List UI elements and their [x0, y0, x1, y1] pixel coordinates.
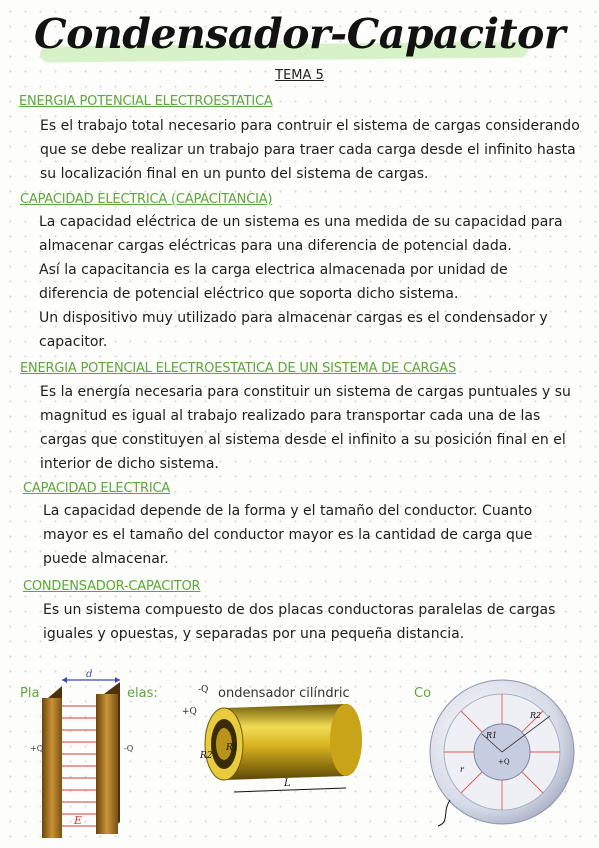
figure-label-plates-right: elas: [127, 686, 158, 701]
section-text-energia-sistema-cargas [40, 380, 588, 476]
radius-variable-label: r [460, 765, 464, 774]
positive-charge-label: +Q [30, 744, 44, 753]
paragraph: Es un sistema compuesto de dos placas conductoras paralelas de cargas iguales y opuestas, y separadas por una pequeña distancia. [43, 602, 556, 642]
paragraph: Así la capacitancia es la carga electrica almacenada por unidad de diferencia de potencial eléctrico que soporta dicho sistema. [39, 262, 508, 302]
paragraph: La capacidad depende de la forma y el tamaño del conductor. Cuanto mayor es el tamaño del conductor mayor es la cantidad de carga que puede almacenar. [43, 503, 533, 567]
arrow-head [62, 677, 67, 683]
outer-radius-label: R2 [530, 711, 542, 720]
paragraph: Es la energía necesaria para constituir un sistema de cargas puntuales y su magnitud es igual al trabajo realizado para transportar cada una de las cargas que constituyen al sistema desde el infinito a su posición final en el interior de dicho sistema. [40, 384, 571, 472]
section-text-energia-potencial [40, 114, 588, 186]
section-text-capacidad-electrica [43, 499, 563, 571]
parallel-plate-capacitor-figure [28, 666, 160, 842]
field-label: E [74, 814, 83, 827]
inner-radius-label: R1 [486, 731, 498, 740]
left-plate [42, 698, 62, 838]
pointer-line [438, 800, 450, 826]
cylindrical-capacitor-figure [178, 682, 374, 800]
arrow-head [115, 677, 120, 683]
page-subtitle: TEMA 5 [275, 68, 324, 83]
figure-label-sphere: Co [414, 686, 432, 701]
inner-radius-label: R1 [226, 743, 239, 753]
distance-label: d [86, 669, 93, 680]
positive-charge-label: +Q [182, 707, 197, 717]
section-heading-energia-potencial: ENERGIA POTENCIAL ELECTROESTATICA [19, 94, 273, 109]
field-lines [62, 706, 96, 826]
paragraph: Es el trabajo total necesario para contruir el sistema de cargas considerando que se debe realizar un trabajo para traer cada carga desde el infinito hasta su localización final en un punto del sistema de cargas. [40, 118, 580, 182]
section-heading-condensador-capacitor: CONDENSADOR-CAPACITOR [23, 579, 201, 594]
section-text-capacitancia [39, 210, 576, 354]
right-plate [96, 694, 118, 834]
cylinder-end [330, 704, 362, 776]
paragraph: Un dispositivo muy utilizado para almacenar cargas es el condensador y capacitor. [39, 310, 548, 350]
spherical-capacitor-figure [420, 672, 580, 830]
negative-charge-label: -Q [198, 685, 209, 695]
section-heading-energia-sistema-cargas: ENERGIA POTENCIAL ELECTROESTATICA DE UN SISTEMA DE CARGAS [20, 361, 457, 376]
outer-radius-label: R2 [200, 751, 213, 761]
page-title: Condensador-Capacitor [34, 10, 565, 58]
length-label: L [284, 778, 291, 789]
section-text-condensador-capacitor [43, 598, 591, 646]
section-heading-capacidad-electrica-capacitancia: CAPACIDAD ELECTRICA (CAPACITANCIA) [20, 192, 273, 207]
figure-label-cylinder: ondensador cilíndric [218, 686, 350, 701]
figure-label-plates-left: Pla [20, 686, 40, 701]
negative-charge-label: -Q [124, 744, 134, 753]
positive-charge-label: +Q [498, 758, 510, 766]
section-heading-capacidad-electrica: CAPACIDAD ELECTRICA [23, 481, 171, 496]
paragraph: La capacidad eléctrica de un sistema es una medida de su capacidad para almacenar cargas eléctricas para una diferencia de potencial dada. [39, 214, 563, 254]
